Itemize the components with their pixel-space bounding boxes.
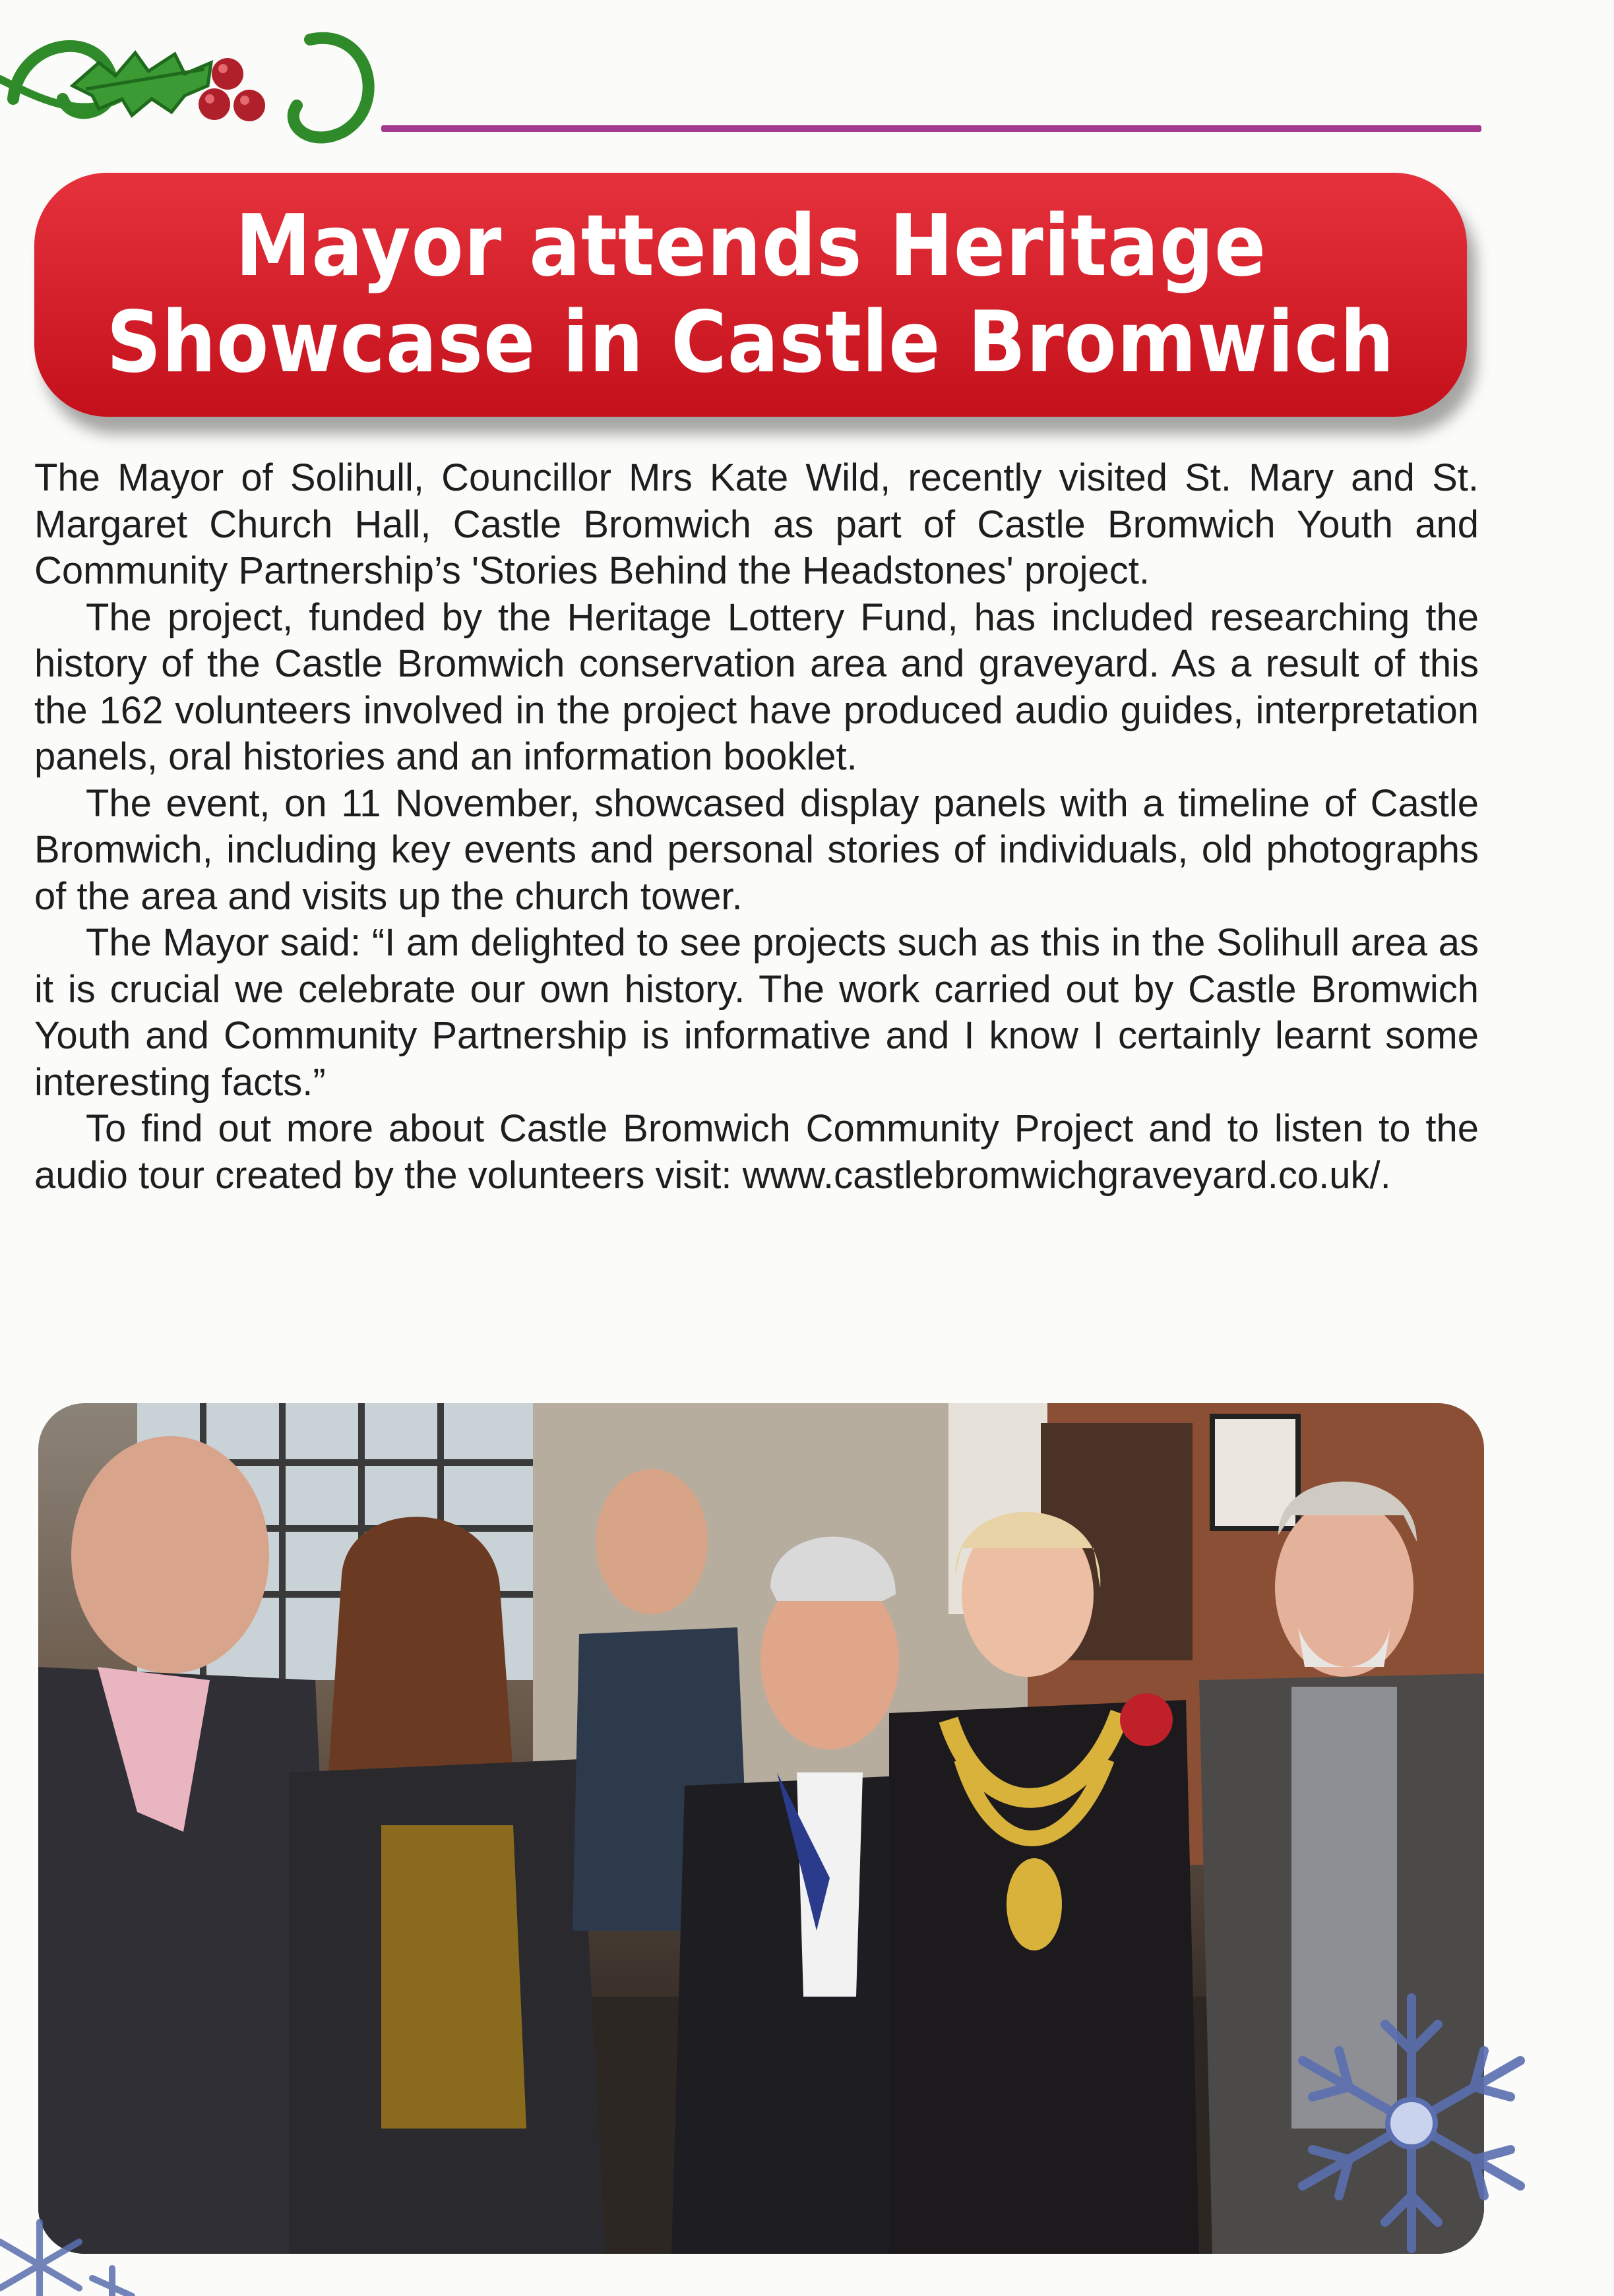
paragraph-5: To find out more about Castle Bromwich Community Project and to listen to the audio tour created by the volunteers visit: www.castlebromwichgraveyard.co.uk/. — [34, 1107, 1479, 1197]
headline-banner — [34, 173, 1467, 417]
group-photo — [38, 1403, 1484, 2254]
paragraph-4: The Mayor said: “I am delighted to see projects such as this in the Solihull area as it is crucial we celebrate our own history. The work carried out by Castle Bromwich Youth and Community Partnership is informative and I know I certainly learnt some interesting facts.” — [34, 921, 1479, 1104]
headline-line-2: Showcase in Castle Bromwich — [106, 293, 1395, 392]
article-body — [34, 455, 1479, 1199]
headline-line-1: Mayor attends Heritage — [235, 197, 1266, 295]
paragraph-1: The Mayor of Solihull, Councillor Mrs Kate Wild, recently visited St. Mary and St. Margaret Church Hall, Castle Bromwich as part of Castle Bromwich Youth and Community Partnership’s 'Stories Behind the Headstones' project. — [34, 456, 1479, 592]
paragraph-2: The project, funded by the Heritage Lottery Fund, has included researching the history of the Castle Bromwich conservation area and graveyard. As a result of this the 162 volunteers involved in the project have produced audio guides, interpretation panels, oral histories and an information booklet. — [34, 595, 1479, 778]
paragraph-3: The event, on 11 November, showcased display panels with a timeline of Castle Bromwich, including key events and personal stories of individuals, old photographs of the area and visits up the church tower. — [34, 781, 1479, 918]
snowflake-icon — [1286, 1985, 1537, 2262]
snowflake-icon — [0, 2216, 171, 2296]
purple-divider — [381, 125, 1481, 132]
holly-ornament-icon — [0, 0, 396, 158]
